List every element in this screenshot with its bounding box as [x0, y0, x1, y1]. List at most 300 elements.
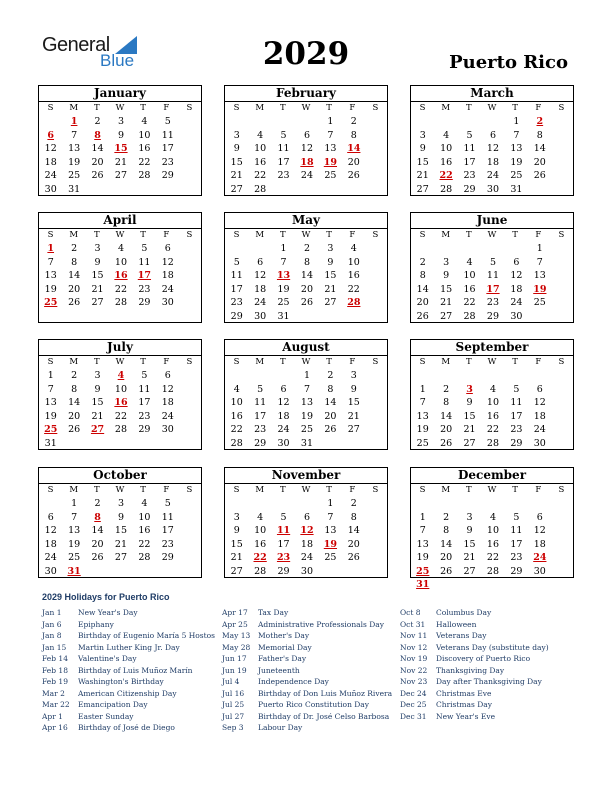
weekday-label: F [535, 357, 542, 367]
holiday-day-cell: 8 [94, 129, 101, 141]
day-cell: 20 [440, 424, 453, 435]
day-cell: 8 [350, 511, 357, 523]
holiday-day-cell: 28 [347, 297, 361, 308]
holiday-name: Father's Day [258, 654, 307, 663]
day-cell: 18 [161, 397, 174, 408]
weekday-label: S [233, 230, 240, 240]
weekday-label: T [140, 103, 146, 113]
weekday-label: S [419, 485, 426, 495]
empty-day-cell [434, 242, 457, 256]
day-cell: 29 [161, 170, 174, 181]
day-cell: 28 [138, 170, 151, 181]
day-cell: 3 [94, 243, 101, 254]
day-grid [225, 114, 387, 196]
day-cell: 10 [138, 129, 151, 141]
day-cell: 8 [443, 397, 450, 408]
holiday-date: Jan 1 [42, 608, 62, 617]
day-cell: 7 [419, 397, 426, 408]
holiday-day-cell: 14 [347, 143, 361, 154]
weekday-label: T [326, 485, 332, 495]
day-cell: 16 [254, 538, 267, 550]
day-cell: 23 [510, 424, 523, 435]
empty-day-cell [458, 497, 481, 511]
holiday-day-cell: 3 [466, 383, 473, 395]
day-cell: 1 [536, 243, 543, 254]
month-title: March [411, 86, 573, 102]
day-cell: 27 [91, 297, 104, 308]
day-cell: 15 [114, 525, 128, 536]
month-title: October [39, 468, 201, 484]
day-cell: 17 [277, 538, 290, 550]
day-cell: 9 [117, 129, 124, 141]
day-cell: 14 [533, 143, 546, 154]
holiday-day-cell: 19 [323, 538, 338, 550]
day-cell: 17 [510, 538, 523, 550]
day-cell: 24 [254, 297, 267, 308]
day-cell: 13 [44, 397, 57, 408]
weekday-label: T [140, 485, 146, 495]
holiday-name: Columbus Day [436, 608, 492, 617]
empty-day-cell [481, 242, 504, 256]
day-cell: 8 [71, 383, 78, 395]
day-cell: 22 [254, 170, 267, 181]
day-cell: 26 [68, 297, 81, 308]
day-cell: 24 [533, 424, 546, 435]
holiday-row [400, 630, 549, 642]
weekday-label: F [163, 485, 170, 495]
weekday-label: M [441, 357, 451, 367]
day-cell: 31 [277, 310, 290, 322]
holiday-row [400, 676, 549, 688]
empty-day-cell [411, 242, 434, 256]
day-cell: 7 [303, 383, 310, 395]
holiday-date: Dec 31 [400, 711, 427, 721]
empty-day-cell [505, 242, 528, 256]
day-cell: 7 [327, 129, 334, 141]
holiday-row [42, 688, 215, 700]
day-cell: 25 [510, 170, 523, 181]
day-cell: 5 [233, 256, 240, 268]
day-cell: 9 [466, 525, 473, 536]
day-cell: 1 [327, 498, 334, 509]
empty-day-cell [248, 115, 271, 129]
weekday-header [225, 484, 387, 496]
day-cell: 7 [536, 256, 543, 268]
day-cell: 6 [303, 511, 310, 523]
day-cell: 3 [327, 243, 334, 254]
day-grid [39, 496, 201, 578]
day-cell: 20 [416, 297, 429, 308]
day-cell: 26 [416, 310, 429, 322]
country-name: Puerto Rico [449, 52, 568, 73]
holiday-row [222, 699, 392, 711]
day-cell: 7 [327, 511, 334, 523]
day-cell: 4 [141, 116, 148, 127]
day-cell: 7 [419, 525, 426, 536]
weekday-label: M [255, 485, 265, 495]
holiday-name: Christmas Day [436, 700, 492, 709]
day-cell: 15 [347, 397, 360, 408]
day-cell: 8 [443, 525, 450, 536]
day-cell: 27 [347, 424, 360, 435]
day-cell: 30 [300, 565, 314, 577]
day-cell: 5 [280, 129, 287, 141]
day-cell: 5 [466, 129, 473, 141]
day-cell: 8 [303, 256, 310, 268]
weekday-label: S [186, 230, 193, 240]
day-cell: 2 [350, 498, 357, 509]
day-cell: 14 [91, 143, 104, 154]
day-grid [225, 368, 387, 450]
day-cell: 19 [68, 156, 81, 168]
holiday-name: Memorial Day [258, 642, 312, 652]
day-cell: 27 [114, 552, 128, 563]
day-grid [225, 496, 387, 578]
holiday-day-cell: 15 [114, 143, 128, 154]
weekday-label: T [326, 230, 332, 240]
empty-day-cell [481, 497, 504, 511]
day-cell: 10 [254, 143, 267, 154]
day-cell: 26 [347, 170, 360, 181]
holiday-day-cell: 22 [439, 170, 453, 181]
holiday-row [222, 676, 392, 688]
weekday-label: F [349, 357, 356, 367]
day-cell: 19 [277, 283, 290, 295]
day-grid [411, 368, 573, 450]
day-cell: 11 [463, 143, 476, 154]
day-cell: 29 [161, 552, 174, 563]
day-cell: 21 [463, 552, 476, 563]
weekday-label: T [466, 230, 472, 240]
day-cell: 17 [230, 283, 243, 295]
weekday-label: M [69, 485, 79, 495]
day-cell: 6 [513, 256, 520, 268]
day-cell: 5 [489, 256, 496, 268]
weekday-label: T [94, 230, 100, 240]
day-cell: 20 [91, 156, 104, 168]
day-cell: 6 [164, 370, 171, 381]
day-cell: 16 [230, 410, 243, 422]
day-cell: 28 [254, 183, 267, 195]
holiday-name: Birthday of José de Diego [78, 723, 175, 732]
holiday-name: Discovery of Puerto Rico [436, 654, 531, 663]
day-cell: 25 [324, 552, 337, 563]
holiday-row [400, 711, 549, 723]
month-september [410, 339, 574, 450]
month-july [38, 339, 202, 450]
day-cell: 13 [533, 270, 546, 281]
holiday-date: Nov 19 [400, 654, 428, 663]
holiday-row [400, 688, 549, 700]
day-cell: 29 [138, 424, 151, 435]
empty-day-cell [505, 497, 528, 511]
day-cell: 20 [347, 156, 360, 168]
holiday-row [222, 722, 392, 734]
day-cell: 13 [416, 538, 429, 550]
day-cell: 16 [138, 525, 151, 536]
day-cell: 2 [350, 116, 357, 127]
holiday-day-cell: 19 [323, 156, 338, 168]
day-cell: 23 [230, 297, 243, 308]
holiday-name: Veterans Day [436, 631, 487, 640]
day-cell: 13 [68, 525, 81, 536]
holiday-date: Jan 15 [42, 642, 67, 652]
holiday-date: Dec 25 [400, 700, 427, 709]
holiday-date: Jul 25 [222, 700, 245, 709]
weekday-label: T [94, 485, 100, 495]
day-cell: 9 [466, 397, 473, 408]
day-cell: 21 [440, 297, 453, 308]
holiday-date: Jan 8 [42, 631, 62, 640]
holiday-date: Nov 12 [400, 642, 428, 652]
holiday-name: Emancipation Day [78, 700, 148, 709]
day-cell: 7 [280, 256, 287, 268]
day-cell: 22 [230, 424, 243, 435]
day-cell: 15 [440, 283, 453, 295]
day-cell: 31 [300, 437, 314, 449]
holiday-day-cell: 1 [47, 243, 55, 254]
day-cell: 13 [44, 270, 57, 281]
empty-day-cell [225, 115, 248, 129]
day-cell: 25 [68, 170, 81, 181]
holiday-row [222, 711, 392, 723]
empty-day-cell [434, 369, 457, 383]
weekday-label: S [419, 103, 426, 113]
day-cell: 22 [463, 297, 476, 308]
empty-day-cell [225, 242, 248, 256]
holiday-day-cell: 8 [94, 511, 101, 523]
day-cell: 13 [510, 143, 523, 154]
day-cell: 24 [161, 410, 174, 422]
holiday-row [400, 699, 549, 711]
weekday-label: T [94, 103, 100, 113]
day-cell: 24 [44, 170, 57, 181]
day-cell: 3 [350, 370, 357, 381]
month-august [224, 339, 388, 450]
day-cell: 6 [303, 129, 310, 141]
day-cell: 13 [68, 143, 81, 154]
weekday-label: T [466, 103, 472, 113]
day-cell: 27 [440, 310, 453, 322]
month-october [38, 467, 202, 578]
day-cell: 13 [324, 525, 337, 536]
day-cell: 16 [138, 143, 151, 154]
day-cell: 25 [277, 297, 290, 308]
day-cell: 13 [300, 397, 314, 408]
day-cell: 24 [44, 552, 57, 563]
day-cell: 11 [161, 129, 174, 141]
day-cell: 6 [489, 129, 496, 141]
holiday-row [42, 665, 215, 677]
weekday-label: S [372, 230, 379, 240]
day-grid [39, 241, 201, 310]
day-cell: 2 [94, 116, 101, 127]
empty-day-cell [458, 369, 481, 383]
day-cell: 17 [138, 397, 151, 408]
day-cell: 5 [280, 511, 287, 523]
holiday-name: Day after Thanksgiving Day [436, 677, 542, 686]
holiday-column [222, 607, 392, 734]
day-cell: 11 [486, 270, 500, 281]
month-january [38, 85, 202, 196]
day-cell: 17 [510, 410, 523, 422]
holiday-row [400, 653, 549, 665]
day-cell: 30 [44, 183, 57, 195]
day-cell: 30 [161, 424, 174, 435]
day-cell: 9 [117, 511, 124, 523]
holiday-date: Apr 1 [42, 711, 63, 721]
day-cell: 30 [254, 310, 267, 322]
holiday-row [222, 642, 392, 654]
holiday-day-cell: 16 [114, 397, 128, 408]
day-cell: 30 [533, 437, 546, 449]
holiday-day-cell: 11 [276, 525, 291, 536]
day-cell: 27 [324, 297, 337, 308]
day-cell: 27 [230, 565, 243, 577]
weekday-label: T [512, 485, 518, 495]
weekday-label: W [301, 357, 311, 367]
empty-day-cell [39, 497, 62, 511]
day-cell: 9 [419, 143, 426, 154]
holiday-row [222, 630, 392, 642]
weekday-label: S [186, 357, 193, 367]
day-cell: 18 [254, 283, 267, 295]
day-cell: 14 [324, 397, 337, 408]
holiday-name: New Year's Eve [436, 711, 496, 721]
day-grid [411, 114, 573, 196]
month-june [410, 212, 574, 323]
day-cell: 30 [277, 437, 290, 449]
day-cell: 8 [419, 270, 426, 281]
day-cell: 11 [138, 383, 151, 395]
holiday-name: Birthday of Dr. José Celso Barbosa [258, 711, 390, 721]
day-cell: 26 [68, 424, 81, 435]
holiday-name: Independence Day [258, 677, 329, 686]
weekday-label: T [326, 357, 332, 367]
day-cell: 12 [300, 143, 314, 154]
empty-day-cell [411, 369, 434, 383]
day-cell: 19 [44, 283, 57, 295]
day-cell: 29 [138, 297, 151, 308]
holiday-date: Feb 19 [42, 677, 68, 686]
day-cell: 31 [68, 183, 81, 195]
weekday-label: W [487, 103, 497, 113]
day-cell: 17 [161, 525, 174, 536]
day-cell: 5 [141, 243, 148, 254]
day-cell: 4 [466, 256, 473, 268]
day-cell: 20 [91, 538, 104, 550]
month-title: January [39, 86, 201, 102]
weekday-header [411, 102, 573, 114]
day-cell: 29 [277, 565, 290, 577]
day-cell: 10 [114, 383, 128, 395]
month-november [224, 467, 388, 578]
empty-day-cell [434, 497, 457, 511]
day-cell: 26 [440, 437, 453, 449]
day-cell: 22 [486, 552, 500, 563]
empty-day-cell [458, 242, 481, 256]
holiday-name: Birthday of Luis Muñoz Marín [78, 665, 193, 675]
holiday-row [42, 722, 215, 734]
holiday-date: Jun 17 [222, 654, 247, 663]
holiday-name: Halloween [436, 619, 477, 629]
day-cell: 11 [138, 256, 151, 268]
holiday-row [400, 665, 549, 677]
day-cell: 10 [347, 256, 360, 268]
empty-day-cell [272, 369, 295, 383]
day-cell: 19 [44, 410, 57, 422]
day-cell: 10 [440, 143, 453, 154]
day-cell: 10 [463, 270, 476, 281]
day-cell: 15 [91, 270, 104, 281]
day-cell: 9 [94, 383, 101, 395]
day-cell: 12 [510, 270, 523, 281]
empty-day-cell [248, 497, 271, 511]
day-cell: 1 [303, 370, 310, 381]
day-cell: 30 [486, 183, 500, 195]
weekday-label: M [69, 357, 79, 367]
weekday-label: S [419, 230, 426, 240]
day-cell: 25 [324, 170, 337, 181]
holiday-date: Jan 6 [42, 619, 62, 629]
day-cell: 15 [230, 538, 243, 550]
day-cell: 11 [254, 397, 267, 408]
holiday-list-title: 2029 Holidays for Puerto Rico [42, 592, 170, 602]
day-cell: 23 [277, 170, 290, 181]
holiday-row [42, 630, 215, 642]
month-title: July [39, 340, 201, 356]
weekday-label: W [301, 103, 311, 113]
day-cell: 4 [233, 383, 240, 395]
holiday-day-cell: 25 [44, 297, 58, 308]
holiday-row [222, 619, 392, 631]
weekday-label: W [301, 230, 311, 240]
holiday-row [400, 607, 549, 619]
day-cell: 21 [347, 410, 360, 422]
day-cell: 5 [513, 511, 520, 523]
weekday-label: W [487, 357, 497, 367]
empty-day-cell [434, 115, 457, 129]
weekday-label: S [372, 103, 379, 113]
holiday-row [42, 607, 215, 619]
day-cell: 20 [347, 538, 360, 550]
day-cell: 4 [489, 511, 496, 523]
empty-day-cell [225, 369, 248, 383]
day-grid [411, 496, 573, 592]
day-cell: 15 [324, 270, 337, 281]
holiday-day-cell: 31 [67, 565, 81, 577]
day-cell: 21 [230, 552, 243, 563]
day-cell: 20 [68, 410, 81, 422]
day-cell: 30 [533, 565, 546, 577]
day-cell: 7 [71, 511, 78, 523]
weekday-label: W [115, 357, 125, 367]
holiday-date: Jun 19 [222, 665, 247, 675]
day-cell: 24 [277, 424, 290, 435]
day-cell: 18 [277, 410, 290, 422]
day-cell: 26 [324, 424, 337, 435]
day-cell: 2 [443, 383, 450, 395]
day-cell: 19 [300, 410, 314, 422]
empty-day-cell [505, 369, 528, 383]
day-cell: 3 [117, 498, 124, 509]
holiday-date: Nov 22 [400, 665, 428, 675]
day-cell: 4 [257, 511, 264, 523]
day-cell: 28 [254, 565, 267, 577]
weekday-label: T [280, 230, 286, 240]
weekday-label: S [47, 357, 54, 367]
holiday-row [400, 642, 549, 654]
